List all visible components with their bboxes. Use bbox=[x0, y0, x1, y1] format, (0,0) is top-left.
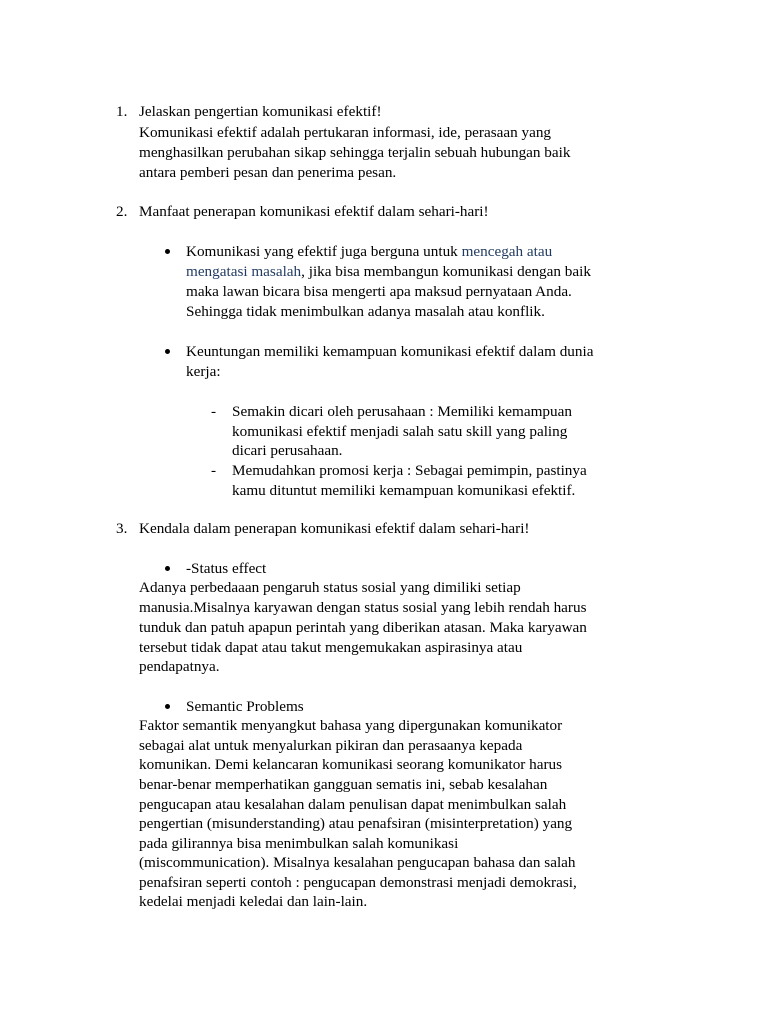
sub-item-line: Semakin dicari oleh perusahaan : Memiliki kemampuan bbox=[232, 403, 572, 420]
q2-bullet1-line: mengatasi masalah, jika bisa membangun komunikasi dengan baik bbox=[186, 263, 591, 280]
q3-item1-line: manusia.Misalnya karyawan dengan status sosial yang lebih rendah harus bbox=[139, 599, 587, 616]
q2-title: Manfaat penerapan komunikasi efektif dalam sehari-hari! bbox=[139, 203, 489, 220]
mencegah-link[interactable]: mencegah atau bbox=[461, 243, 553, 260]
q3-number: 3. bbox=[116, 520, 128, 537]
q1-answer-line: antara pemberi pesan dan penerima pesan. bbox=[139, 164, 397, 181]
q1-answer-line: menghasilkan perubahan sikap sehingga terjalin sebuah hubungan baik bbox=[139, 144, 571, 161]
sub-item-line: komunikasi efektif menjadi salah satu skill yang paling bbox=[232, 423, 568, 440]
q2-bullet2-line: Keuntungan memiliki kemampuan komunikasi efektif dalam dunia bbox=[186, 343, 594, 360]
bullet-dot bbox=[165, 349, 170, 354]
q3-item2-line: komunikan. Demi kelancaran komunikasi seorang komunikator harus bbox=[139, 756, 563, 773]
q2-bullet1-line: Komunikasi yang efektif juga berguna untuk mencegah atau bbox=[186, 243, 553, 260]
q2-bullet1-line: Sehingga tidak menimbulkan adanya masalah atau konflik. bbox=[186, 303, 545, 320]
sub-item-line: dicari perusahaan. bbox=[232, 442, 343, 459]
q3-item2-line: (miscommunication). Misalnya kesalahan pengucapan bahasa dan salah bbox=[139, 854, 576, 871]
sub-item-line: Memudahkan promosi kerja : Sebagai pemimpin, pastinya bbox=[232, 462, 587, 479]
q3-item2-line: pada gilirannya bisa menimbulkan salah komunikasi bbox=[139, 835, 459, 852]
q2-bullet2-line: kerja: bbox=[186, 363, 221, 380]
q3-item2-line: pengertian (misunderstanding) atau penafsiran (misinterpretation) yang bbox=[139, 815, 573, 832]
sub-item-line: kamu dituntut memiliki kemampuan komunikasi efektif. bbox=[232, 482, 576, 499]
dash-marker: - bbox=[211, 462, 217, 479]
q2-bullet1-line: maka lawan bicara bisa mengerti apa maksud pernyataan Anda. bbox=[186, 283, 572, 300]
q3-item2-line: sebagai alat untuk menyalurkan pikiran dan perasaanya kepada bbox=[139, 737, 523, 754]
q3-item2-line: kedelai menjadi keledai dan lain-lain. bbox=[139, 893, 368, 910]
q3-item1-line: Adanya perbedaaan pengaruh status sosial yang dimiliki setiap bbox=[139, 579, 521, 596]
q3-item1-line: tunduk dan patuh apapun perintah yang diberikan atasan. Maka karyawan bbox=[139, 619, 587, 636]
q3-item2-line: Faktor semantik menyangkut bahasa yang dipergunakan komunikator bbox=[139, 717, 563, 734]
q2-number: 2. bbox=[116, 203, 128, 220]
bullet-dot bbox=[165, 704, 170, 709]
q3-item2-line: benar-benar memperhatikan gangguan sematis ini, sebab kesalahan bbox=[139, 776, 548, 793]
q3-item1-line: tersebut tidak dapat atau takut mengemukakan aspirasinya atau bbox=[139, 639, 523, 656]
q1-title: Jelaskan pengertian komunikasi efektif! bbox=[139, 103, 382, 120]
q3-item1-line: pendapatnya. bbox=[139, 658, 220, 675]
q3-title: Kendala dalam penerapan komunikasi efektif dalam sehari-hari! bbox=[139, 520, 530, 537]
bullet-dot bbox=[165, 249, 170, 254]
status-effect-heading: -Status effect bbox=[186, 560, 267, 577]
dash-marker: - bbox=[211, 403, 217, 420]
mengatasi-masalah-link[interactable]: mengatasi masalah bbox=[186, 263, 302, 280]
q3-item2-line: penafsiran seperti contoh : pengucapan demonstrasi menjadi demokrasi, bbox=[139, 874, 577, 891]
bullet-dot bbox=[165, 566, 170, 571]
q1-answer-line: Komunikasi efektif adalah pertukaran informasi, ide, perasaan yang bbox=[139, 124, 552, 141]
semantic-problems-heading: Semantic Problems bbox=[186, 698, 304, 715]
q1-number: 1. bbox=[116, 103, 128, 120]
q3-item2-line: pengucapan atau kesalahan dalam penulisan dapat menimbulkan salah bbox=[139, 796, 567, 813]
